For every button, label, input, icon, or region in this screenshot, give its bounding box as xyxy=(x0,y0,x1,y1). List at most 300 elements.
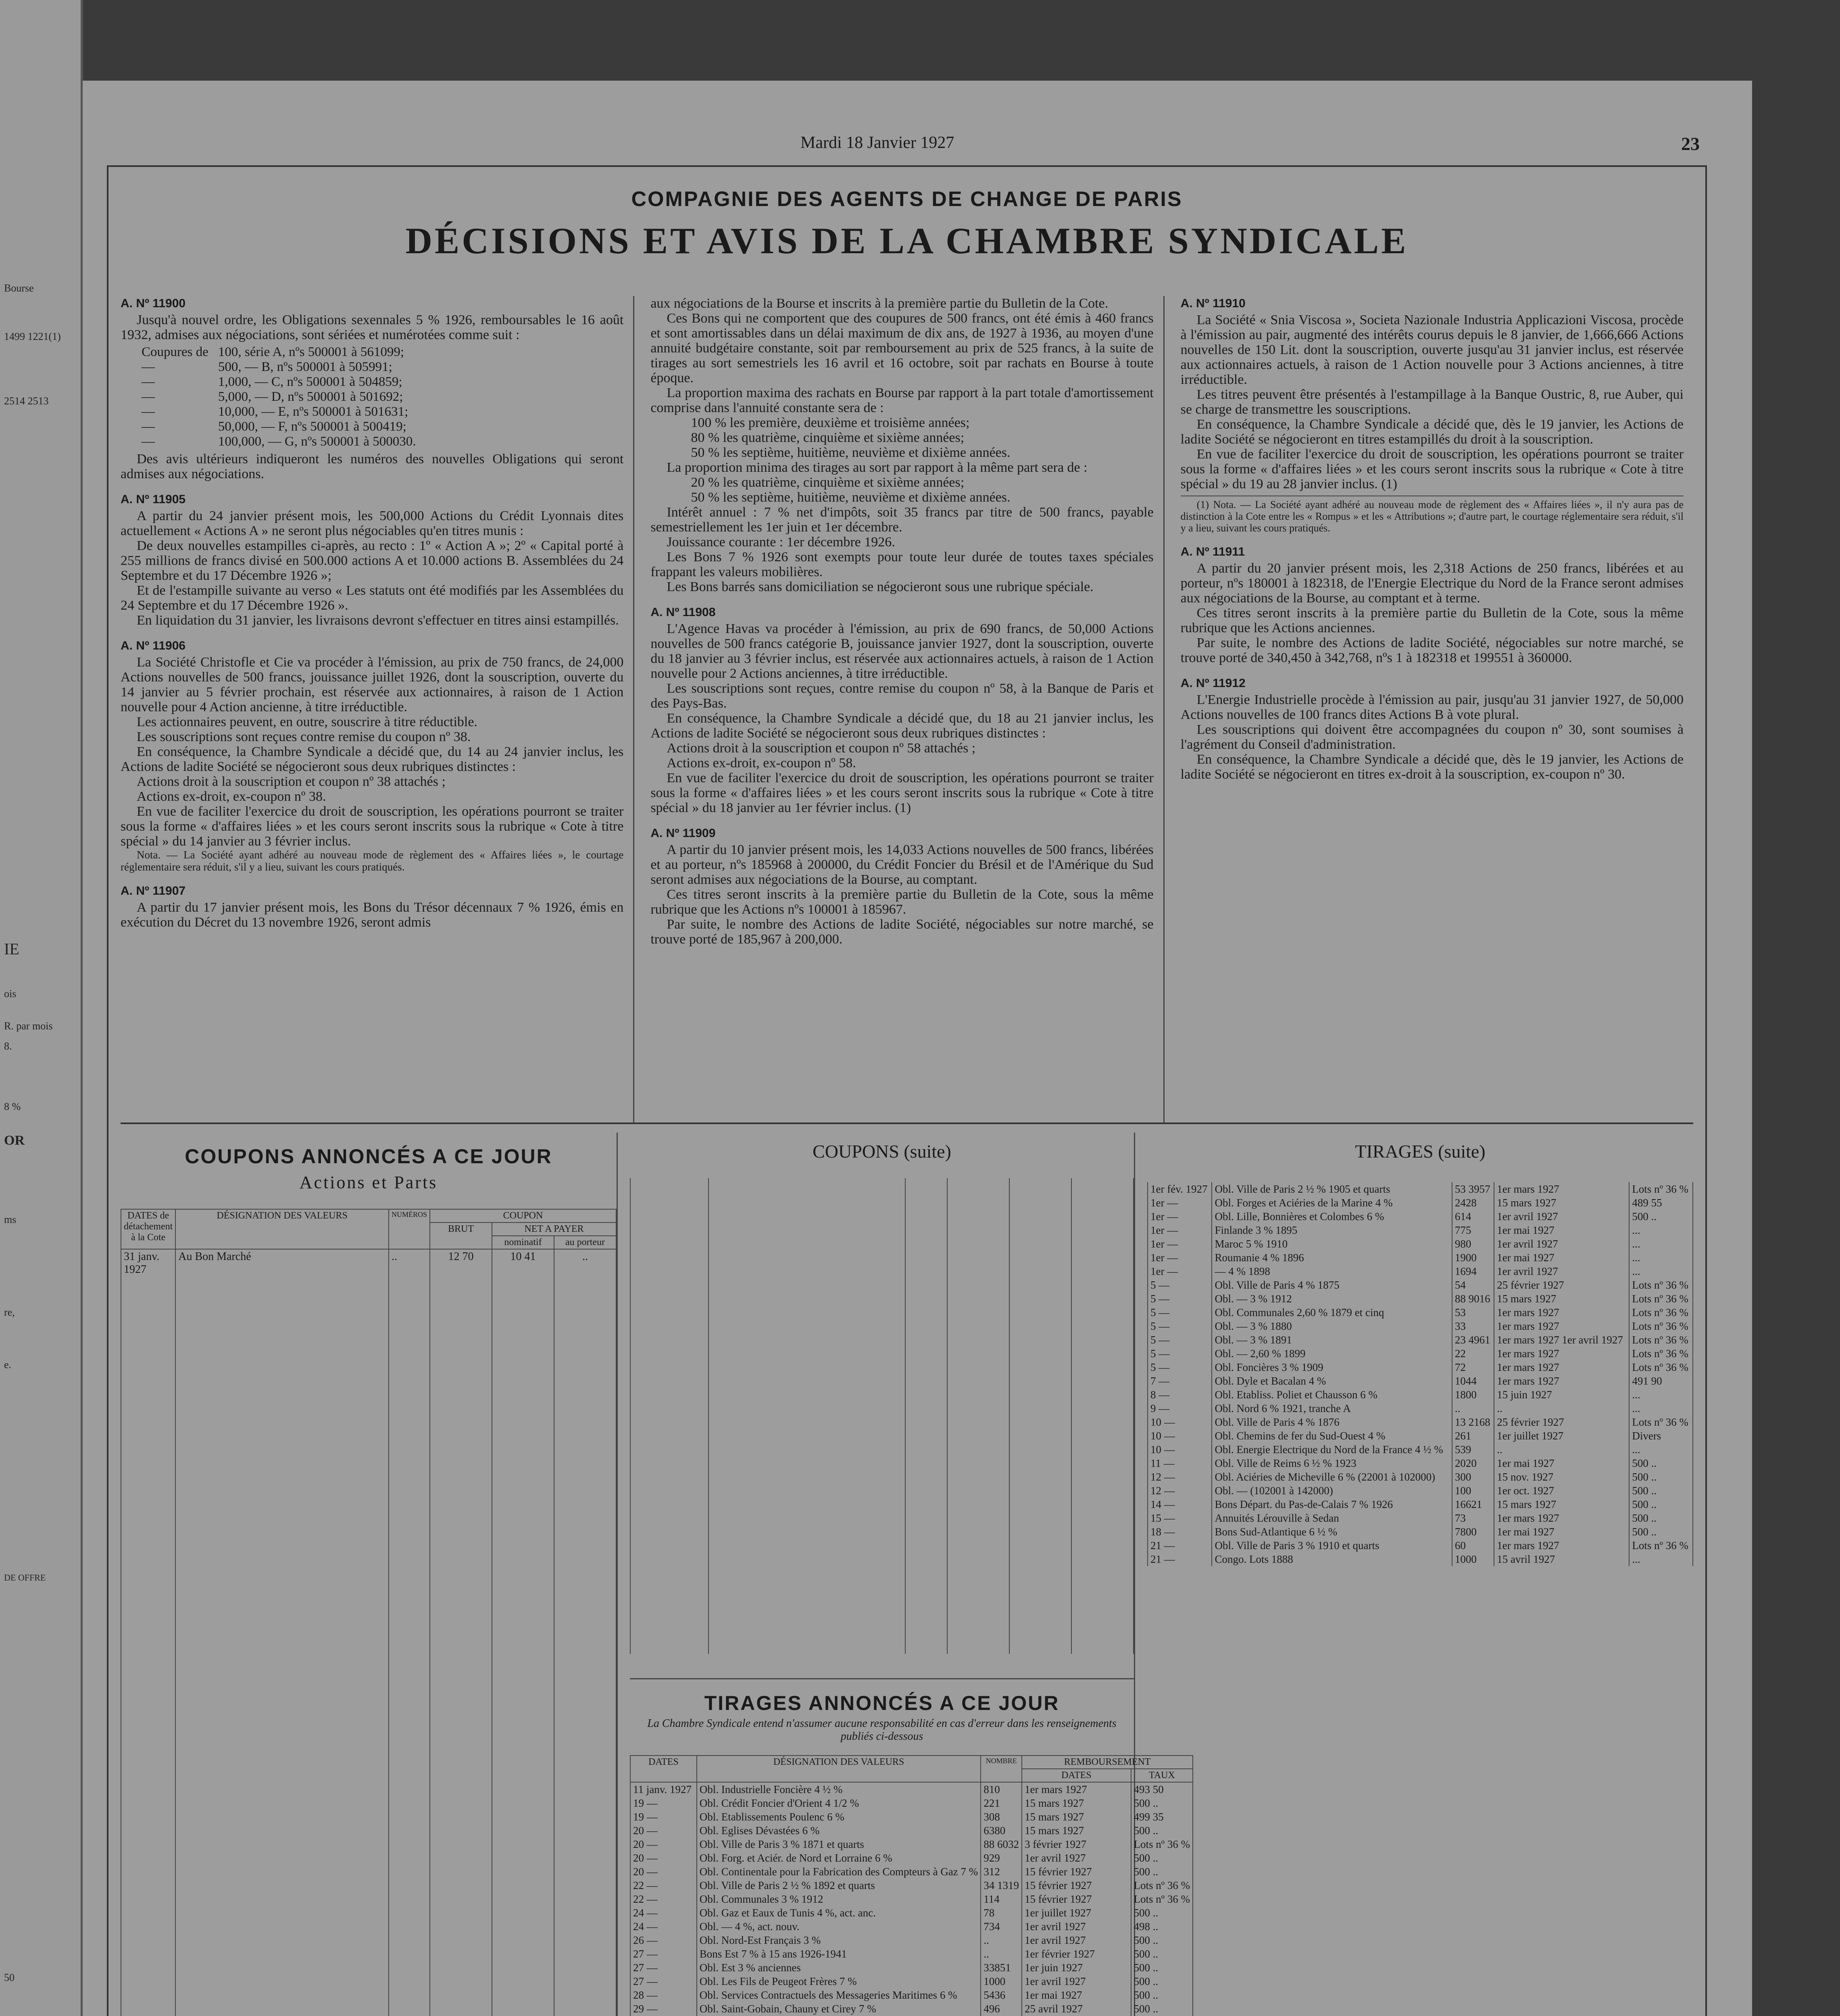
notice-paragraph: Par suite, le nombre des Actions de ladite Société, négociables sur notre marché, se trouve porté de 340,450 à 342,768, nºs 1 à 182318 et 199551 à 360000. xyxy=(1180,635,1684,665)
cell-remb-date: 1er mars 1927 1er avril 1927 xyxy=(1494,1333,1629,1347)
table-row xyxy=(1148,1347,1693,1360)
cell-remb-date: 1er avril 1927 xyxy=(1022,1974,1131,1988)
notice-paragraph: Les Bons barrés sans domiciliation se négocieront sous une rubrique spéciale. xyxy=(667,579,1094,594)
cell-series: 100, série A, nºs 500001 à 561099; xyxy=(218,345,404,359)
cell-taux: ... xyxy=(1629,1443,1693,1456)
cell-nombre: 1044 xyxy=(1452,1374,1494,1388)
notice-paragraph: Jusqu'à nouvel ordre, les Obligations sexennales 5 % 1926, remboursables le 16 août 1932, admises aux négociations, sont sériées et numérotées comme suit : xyxy=(121,312,624,342)
cell-porteur: .. xyxy=(554,1249,616,1277)
notice-number: A. Nº 11907 xyxy=(121,884,186,898)
table-row xyxy=(1148,1429,1693,1443)
cell-taux: ... xyxy=(1629,1251,1693,1264)
cell-remb-date: 1er juin 1927 xyxy=(1022,1961,1131,1974)
adjacent-page-strip xyxy=(0,0,83,2016)
strip-text: IE xyxy=(4,940,19,958)
cell-date: 20 — xyxy=(630,1865,697,1879)
cell-remb-date: 1er avril 1927 xyxy=(1022,1933,1131,1947)
cell-nombre: 261 xyxy=(1452,1429,1494,1443)
cell-taux: 500 .. xyxy=(1131,1824,1193,1837)
cell-remb-date: 15 avril 1927 xyxy=(1494,1552,1629,1566)
cell-taux: Lots nº 36 % xyxy=(1629,1306,1693,1319)
cell-taux: Lots nº 36 % xyxy=(1629,1278,1693,1292)
cell-denomination: — xyxy=(142,389,155,404)
table-row xyxy=(1148,1443,1693,1456)
cell-designation: Obl. — 3 % 1912 xyxy=(1212,1292,1452,1306)
cell-designation: Roumanie 4 % 1896 xyxy=(1212,1251,1452,1264)
cell-designation: Obl. Communales 3 % 1912 xyxy=(697,1892,981,1906)
cell-remb-date: 1er mai 1927 xyxy=(1494,1251,1629,1264)
cell-nombre: .. xyxy=(981,1933,1022,1947)
notice-paragraph: A partir du 10 janvier présent mois, les 14,033 Actions nouvelles de 500 francs, libérées et au porteur, nºs 185968 à 200000, du Crédit Foncier du Brésil et de l'Amérique du Sud seront admises aux négociations de la Bourse, au comptant. xyxy=(650,842,1154,887)
cell-date: 27 — xyxy=(630,1961,697,1974)
cell-designation: Obl. Nord 6 % 1921, tranche A xyxy=(1212,1402,1452,1415)
strip-text: DE OFFRE xyxy=(4,1572,46,1583)
cell-nombre: 308 xyxy=(981,1810,1022,1824)
cell-date: 12 — xyxy=(1148,1470,1212,1484)
cell-remb-date: 15 mars 1927 xyxy=(1022,1824,1131,1837)
cell-remb-date: 15 mars 1927 xyxy=(1494,1196,1629,1210)
notice-paragraph: Actions droit à la souscription et coupon nº 58 attachés ; xyxy=(667,741,976,756)
tirages-suite-table xyxy=(1147,1182,1693,1566)
cell-taux: 500 .. xyxy=(1131,1961,1193,1974)
cell-date: 14 — xyxy=(1148,1497,1212,1511)
cell-taux: Lots nº 36 % xyxy=(1629,1360,1693,1374)
cell-date: 5 — xyxy=(1148,1278,1212,1292)
table-row xyxy=(630,1865,1193,1879)
cell-remb-date: 3 février 1927 xyxy=(1022,1837,1131,1851)
cell-designation: Obl. Gaz et Eaux de Tunis 4 %, act. anc. xyxy=(697,1906,981,1920)
table-row xyxy=(1148,1374,1693,1388)
strip-text: 1499 1221(1) xyxy=(4,331,61,342)
cell-remb-date: 15 mars 1927 xyxy=(1494,1292,1629,1306)
cell-nombre: 496 xyxy=(981,2002,1022,2016)
strip-text: ois xyxy=(4,988,17,1000)
cell-taux: 491 90 xyxy=(1629,1374,1693,1388)
notice-paragraph: En conséquence, la Chambre Syndicale a décidé que, du 14 au 24 janvier inclus, les Actions de ladite Société se négocieront sous deux rubriques distinctes : xyxy=(121,744,624,774)
notice-paragraph: 50 % les septième, huitième, neuvième et dixième années. xyxy=(691,445,1011,460)
cell-designation: Obl. Eglises Dévastées 6 % xyxy=(697,1824,981,1837)
notice-paragraph: En liquidation du 31 janvier, les livraisons devront s'effectuer en titres ainsi estampillés. xyxy=(137,613,619,628)
cell-date: 1er — xyxy=(1148,1237,1212,1251)
cell-taux: Lots nº 36 % xyxy=(1131,1892,1193,1906)
table-row xyxy=(630,2002,1193,2016)
notice-paragraph: A partir du 20 janvier présent mois, les 2,318 Actions de 250 francs, libérées et au porteur, nºs 180001 à 182318, de l'Energie Electrique du Nord de la France seront admises aux négociations de la Bourse, au comptant et à terme. xyxy=(1180,561,1684,606)
cell-remb-date: 1er mars 1927 xyxy=(1494,1306,1629,1319)
cell-date: 21 — xyxy=(1148,1539,1212,1552)
notice-number: A. Nº 11906 xyxy=(121,639,186,652)
col-header: DATES xyxy=(1022,1769,1131,1782)
table-row xyxy=(1148,1223,1693,1237)
cell-date: 5 — xyxy=(1148,1306,1212,1319)
cell-designation: Obl. Ville de Paris 3 % 1910 et quarts xyxy=(1212,1539,1452,1552)
cell-designation: Obl. Les Fils de Peugeot Frères 7 % xyxy=(697,1974,981,1988)
cell-numero: .. xyxy=(389,1249,430,1277)
table-row xyxy=(1148,1251,1693,1264)
notice-paragraph: L'Agence Havas va procéder à l'émission, au prix de 690 francs, de 50,000 Actions nouvelles de 500 francs catégorie B, jouissance janvier 1927, dont la souscription, ouverte du 18 janvier au 3 février inclus, est réservée aux actionnaires actuels, à raison de 1 Action nouvelle pour 2 Actions anciennes, à titre irréductible. xyxy=(650,621,1154,681)
notice-note: (1) Nota. — La Société ayant adhéré au nouveau mode de règlement des « Affaires liées », il n'y aura pas de distinction à la Cote entre les « Rompus » et les « Attributions »; d'autre part, le courtage réglementaire sera réduit, s'il y a lieu, suivant les cours pratiqués. xyxy=(1181,496,1684,534)
table-row xyxy=(1148,1525,1693,1539)
cell-date: 5 — xyxy=(1148,1292,1212,1306)
notice-paragraph: Des avis ultérieurs indiqueront les numéros des nouvelles Obligations qui seront admises aux négociations. xyxy=(121,452,624,481)
notice xyxy=(121,296,623,481)
cell-nombre: 734 xyxy=(981,1920,1022,1933)
cell-remb-date: 1er mai 1927 xyxy=(1494,1223,1629,1237)
cell-date: 24 — xyxy=(630,1920,697,1933)
cell-taux: 500 .. xyxy=(1131,1851,1193,1865)
cell-date: 20 — xyxy=(630,1851,697,1865)
table-row xyxy=(137,419,421,434)
cell-denomination: — xyxy=(142,404,155,419)
coupons-section xyxy=(121,1133,618,2016)
cell-series: 5,000, — D, nºs 500001 à 501692; xyxy=(218,389,403,404)
cell-nombre: 73 xyxy=(1452,1511,1494,1525)
notice-number: A. Nº 11910 xyxy=(1180,297,1246,310)
table-row xyxy=(1148,1539,1693,1552)
cell-nombre: 88 6032 xyxy=(981,1837,1022,1851)
cell-date: 9 — xyxy=(1148,1402,1212,1415)
cell-nombre: 1694 xyxy=(1452,1264,1494,1278)
cell-taux: 500 .. xyxy=(1131,1796,1193,1810)
col-header: au porteur xyxy=(554,1236,616,1249)
cell-designation: Maroc 5 % 1910 xyxy=(1212,1237,1452,1251)
newspaper-page xyxy=(83,81,1752,2016)
series-table xyxy=(137,345,421,449)
cell-date: 18 — xyxy=(1148,1525,1212,1539)
cell-taux: ... xyxy=(1629,1223,1693,1237)
table-row xyxy=(1148,1470,1693,1484)
table-row xyxy=(630,1920,1193,1933)
cell-designation: Obl. — 4 %, act. nouv. xyxy=(697,1920,981,1933)
cell-designation: Obl. Foncières 3 % 1909 xyxy=(1212,1360,1452,1374)
strip-text: 50 xyxy=(4,1972,15,1983)
col-header: NUMÉROS xyxy=(389,1209,430,1249)
cell-date: 27 — xyxy=(630,1947,697,1961)
notice-paragraph: Ces Bons qui ne comportent que des coupures de 500 francs, ont été émis à 460 francs et sont amortissables dans un délai maximum de dix ans, de 1927 à 1936, au moyen d'une annuité budgétaire constante, soit par remboursement au prix de 525 francs, à la suite de tirages au sort semestriels les 16 avril et 16 octobre, soit par rachats en Bourse à toute époque. xyxy=(650,311,1154,385)
notice-paragraph: 50 % les septième, huitième, neuvième et dixième années. xyxy=(691,490,1011,505)
cell-nombre: 312 xyxy=(981,1865,1022,1879)
cell-designation: Obl. Aciéries de Micheville 6 % (22001 à 102000) xyxy=(1212,1470,1452,1484)
table-row xyxy=(630,1782,1193,1796)
cell-remb-date: 1er mars 1927 xyxy=(1022,1782,1131,1796)
cell-date: 20 — xyxy=(630,1824,697,1837)
table-row xyxy=(121,1249,616,1277)
tirages-suite-section xyxy=(1147,1133,1693,2016)
col-header: nominatif xyxy=(492,1236,554,1249)
cell-date: 10 — xyxy=(1148,1429,1212,1443)
notice-paragraph: Les actionnaires peuvent, en outre, souscrire à titre réductible. xyxy=(137,714,477,729)
table-row xyxy=(1148,1196,1693,1210)
cell-date: 28 — xyxy=(630,1988,697,2002)
col-header: BRUT xyxy=(430,1223,492,1249)
cell-nombre: 22 xyxy=(1452,1347,1494,1360)
cell-designation: Obl. Est 3 % anciennes xyxy=(697,1961,981,1974)
cell-date: 1er — xyxy=(1148,1251,1212,1264)
cell-remb-date: 1er mars 1927 xyxy=(1494,1374,1629,1388)
cell-taux: ... xyxy=(1629,1402,1693,1415)
notice-paragraph: De deux nouvelles estampilles ci-après, au recto : 1º « Action A »; 2º « Capital porté à 255 millions de francs divisé en 500.000 actions A et 10.000 actions B. Assemblées du 24 Septembre et du 17 Décembre 1926 »; xyxy=(121,538,624,583)
cell-remb-date: 1er juillet 1927 xyxy=(1022,1906,1131,1920)
table-row xyxy=(630,1837,1193,1851)
notice-paragraph: La proportion maxima des rachats en Bourse par rapport à la part totale d'amortissement comprise dans l'annuité constante sera de : xyxy=(650,385,1154,415)
col-header: NET A PAYER xyxy=(492,1223,616,1236)
notice xyxy=(1181,296,1684,534)
cell-nombre: 33 xyxy=(1452,1319,1494,1333)
notice xyxy=(650,826,1153,947)
cell-date: 1er — xyxy=(1148,1264,1212,1278)
notice-paragraph: Actions ex-droit, ex-coupon nº 38. xyxy=(137,789,326,804)
table-row xyxy=(630,1988,1193,2002)
page-number: 23 xyxy=(1681,133,1700,154)
cell-nombre: 53 3957 xyxy=(1452,1182,1494,1196)
cell-date: 7 — xyxy=(1148,1374,1212,1388)
cell-denomination: — xyxy=(142,360,155,374)
cell-taux: Lots nº 36 % xyxy=(1629,1415,1693,1429)
notice-paragraph: Les souscriptions qui doivent être accompagnées du coupon nº 30, sont soumises à l'agrément du Conseil d'administration. xyxy=(1180,722,1684,752)
cell-remb-date: 15 février 1927 xyxy=(1022,1892,1131,1906)
cell-designation: Obl. Forges et Aciéries de la Marine 4 % xyxy=(1212,1196,1452,1210)
cell-remb-date: 1er avril 1927 xyxy=(1022,1920,1131,1933)
page-date: Mardi 18 Janvier 1927 xyxy=(800,133,954,152)
notice-paragraph: Les titres peuvent être présentés à l'estampillage à la Banque Oustric, 8, rue Auber, qui se charge de transmettre les souscriptions. xyxy=(1180,387,1684,417)
cell-remb-date: 1er mai 1927 xyxy=(1022,1988,1131,2002)
tirages-suite-title: TIRAGES (suite) xyxy=(1355,1141,1486,1162)
cell-designation: Finlande 3 % 1895 xyxy=(1212,1223,1452,1237)
notices-column-1 xyxy=(121,296,634,1123)
cell-nombre: 6380 xyxy=(981,1824,1022,1837)
cell-designation: Obl. Ville de Paris 4 % 1876 xyxy=(1212,1415,1452,1429)
notice-number: A. Nº 11905 xyxy=(121,493,186,506)
col-header: DATES de détachement à la Cote xyxy=(121,1209,175,1249)
cell-denomination: — xyxy=(142,375,155,389)
cell-nombre: 54 xyxy=(1452,1278,1494,1292)
table-row xyxy=(137,360,421,375)
notices-column-3 xyxy=(1181,296,1693,1123)
table-row xyxy=(1148,1360,1693,1374)
cell-taux: 499 35 xyxy=(1131,1810,1193,1824)
cell-designation: Obl. Chemins de fer du Sud-Ouest 4 % xyxy=(1212,1429,1452,1443)
cell-date: 8 — xyxy=(1148,1388,1212,1402)
cell-date: 12 — xyxy=(1148,1484,1212,1497)
cell-designation: Bons Sud-Atlantique 6 ½ % xyxy=(1212,1525,1452,1539)
cell-taux: 500 .. xyxy=(1131,1988,1193,2002)
notice-paragraph: Actions droit à la souscription et coupon nº 38 attachés ; xyxy=(137,774,446,789)
table-row xyxy=(1148,1306,1693,1319)
notice-paragraph: Les souscriptions sont reçues, contre remise du coupon nº 58, à la Banque de Paris et des Pays-Bas. xyxy=(650,681,1154,711)
cell-remb-date: 1er mars 1927 xyxy=(1494,1360,1629,1374)
cell-designation: Obl. — 2,60 % 1899 xyxy=(1212,1347,1452,1360)
table-row xyxy=(1148,1182,1693,1196)
cell-designation: Obl. Etabliss. Poliet et Chausson 6 % xyxy=(1212,1388,1452,1402)
cell-nombre: 539 xyxy=(1452,1443,1494,1456)
table-row xyxy=(630,1879,1193,1892)
cell-taux: Lots nº 36 % xyxy=(1629,1319,1693,1333)
table-row xyxy=(1148,1484,1693,1497)
notice-number: A. Nº 11911 xyxy=(1180,545,1245,558)
cell-designation: Obl. Saint-Gobain, Chauny et Cirey 7 % xyxy=(697,2002,981,2016)
tirages-table-wrap xyxy=(630,1755,1190,2016)
cell-taux: 500 .. xyxy=(1629,1210,1693,1223)
notice-paragraph: L'Energie Industrielle procède à l'émission au pair, jusqu'au 31 janvier 1927, de 50,000 Actions nouvelles de 100 francs dites Actions B à vote plural. xyxy=(1180,692,1684,722)
cell-remb-date: 15 février 1927 xyxy=(1022,1879,1131,1892)
cell-remb-date: 1er avril 1927 xyxy=(1494,1237,1629,1251)
table-row xyxy=(630,1961,1193,1974)
notice-paragraph: Jouissance courante : 1er décembre 1926. xyxy=(667,535,895,550)
cell-designation: Obl. Lille, Bonnières et Colombes 6 % xyxy=(1212,1210,1452,1223)
cell-remb-date: 15 mars 1927 xyxy=(1494,1497,1629,1511)
strip-text: OR xyxy=(4,1133,25,1148)
table-row xyxy=(137,434,421,449)
cell-denomination: — xyxy=(142,434,155,449)
cell-designation: Obl. Ville de Paris 2 ½ % 1905 et quarts xyxy=(1212,1182,1452,1196)
cell-taux: ... xyxy=(1629,1237,1693,1251)
cell-nombre: 980 xyxy=(1452,1237,1494,1251)
content-frame xyxy=(107,165,1707,2016)
notice-paragraph: En conséquence, la Chambre Syndicale a décidé que, du 18 au 21 janvier inclus, les Actions de ladite Société se négocieront sous deux rubriques distinctes : xyxy=(650,711,1154,741)
tirages-note: La Chambre Syndicale entend n'assumer aucune responsabilité en cas d'erreur dans les renseignements publiés ci-dessous xyxy=(647,1717,1117,1743)
table-row xyxy=(1148,1278,1693,1292)
cell-date: 24 — xyxy=(630,1906,697,1920)
cell-remb-date: 1er avril 1927 xyxy=(1494,1210,1629,1223)
strip-text: re, xyxy=(4,1306,15,1318)
notices-section xyxy=(121,296,1693,1124)
cell-series: 1,000, — C, nºs 500001 à 504859; xyxy=(218,375,402,389)
tirages-title: TIRAGES ANNONCÉS A CE JOUR xyxy=(704,1692,1060,1714)
page-title: DÉCISIONS ET AVIS DE LA CHAMBRE SYNDICALE xyxy=(405,220,1409,261)
notice xyxy=(121,638,623,873)
cell-remb-date: 15 février 1927 xyxy=(1022,1865,1131,1879)
cell-designation: — 4 % 1898 xyxy=(1212,1264,1452,1278)
cell-taux: ... xyxy=(1629,1264,1693,1278)
strip-text: Bourse xyxy=(4,282,34,294)
cell-taux: Divers xyxy=(1629,1429,1693,1443)
cell-date: 20 — xyxy=(630,1837,697,1851)
cell-nombre: 7800 xyxy=(1452,1525,1494,1539)
cell-nombre: 13 2168 xyxy=(1452,1415,1494,1429)
cell-designation: Obl. Crédit Foncier d'Orient 4 1/2 % xyxy=(697,1796,981,1810)
cell-taux: 500 .. xyxy=(1629,1497,1693,1511)
cell-date: 5 — xyxy=(1148,1333,1212,1347)
notice-number: A. Nº 11912 xyxy=(1180,677,1246,690)
cell-remb-date: .. xyxy=(1494,1443,1629,1456)
table-row xyxy=(137,375,421,389)
cell-nombre: 23 4961 xyxy=(1452,1333,1494,1347)
cell-taux: Lots nº 36 % xyxy=(1131,1879,1193,1892)
notice-paragraph: A partir du 17 janvier présent mois, les Bons du Trésor décennaux 7 % 1926, émis en exécution du Décret du 13 novembre 1926, seront admis xyxy=(121,900,624,930)
cell-designation: Obl. Industrielle Foncière 4 ½ % xyxy=(697,1782,981,1796)
notice-paragraph: 100 % les première, deuxième et troisième années; xyxy=(691,415,970,430)
cell-date: 22 — xyxy=(630,1892,697,1906)
strip-text: 2514 2513 xyxy=(4,395,49,407)
notice-paragraph: Les souscriptions sont reçues contre remise du coupon nº 38. xyxy=(137,729,471,744)
cell-remb-date: 1er février 1927 xyxy=(1022,1947,1131,1961)
cell-taux: Lots nº 36 % xyxy=(1629,1347,1693,1360)
strip-text: e. xyxy=(4,1359,12,1370)
cell-remb-date: 1er avril 1927 xyxy=(1494,1264,1629,1278)
cell-date: 10 — xyxy=(1148,1443,1212,1456)
cell-date: 5 — xyxy=(1148,1360,1212,1374)
cell-designation: Au Bon Marché xyxy=(175,1249,389,1277)
coupons-suite-table xyxy=(630,1178,1134,1654)
coupons-suite-table-wrap xyxy=(630,1178,1134,1654)
cell-designation: Obl. Ville de Paris 4 % 1875 xyxy=(1212,1278,1452,1292)
notice xyxy=(650,296,1153,594)
cell-nombre: 775 xyxy=(1452,1223,1494,1237)
cell-taux: Lots nº 36 % xyxy=(1629,1539,1693,1552)
col-header: DATES xyxy=(630,1756,697,1782)
cell-designation: Obl. Energie Electrique du Nord de la France 4 ½ % xyxy=(1212,1443,1452,1456)
cell-date: 5 — xyxy=(1148,1319,1212,1333)
cell-date: 29 — xyxy=(630,2002,697,2016)
cell-nombre: 33851 xyxy=(981,1961,1022,1974)
table-row xyxy=(1148,1402,1693,1415)
notice-paragraph: En vue de faciliter l'exercice du droit de souscription, les opérations pourront se traiter sous la forme « d'affaires liées » et les cours seront inscrits sous la rubrique « Cote à titre spécial » du 19 au 28 janvier inclus. (1) xyxy=(1180,447,1684,492)
notice-paragraph: aux négociations de la Bourse et inscrits à la première partie du Bulletin de la Cote. xyxy=(650,296,1109,311)
cell-remb-date: 1er mai 1927 xyxy=(1494,1525,1629,1539)
cell-nombre: 114 xyxy=(981,1892,1022,1906)
cell-date: 31 janv. 1927 xyxy=(121,1249,175,1277)
cell-taux: ... xyxy=(1629,1552,1693,1566)
cell-series: 100,000, — G, nºs 500001 à 500030. xyxy=(218,434,416,449)
notice-paragraph: La Société « Snia Viscosa », Societa Nazionale Industria Applicazioni Viscosa, procède à l'émission au pair, augmenté des intérêts courus depuis le 8 janvier, de 1,666,666 Actions nouvelles de 150 Lit. dont la souscription, ouverte jusqu'au 31 janvier inclus, est réservée aux actionnaires actuels, à raison de 1 Action nouvelle pour 3 Actions anciennes, à titre irréductible. xyxy=(1180,312,1684,387)
cell-taux: ... xyxy=(1629,1388,1693,1402)
notice xyxy=(1181,544,1684,665)
table-row xyxy=(137,345,421,360)
notice-paragraph: En vue de faciliter l'exercice du droit de souscription, les opérations pourront se traiter sous la forme « d'affaires liées » et les cours seront inscrits sous la rubrique « Cote à titre spécial » du 18 janvier au 1er février inclus. (1) xyxy=(650,771,1154,815)
cell-denomination: Coupures de xyxy=(142,345,208,359)
cell-remb-date: 25 février 1927 xyxy=(1494,1278,1629,1292)
notice-paragraph: Ces titres seront inscrits à la première partie du Bulletin de la Cote, sous la même rubrique que les Actions nºs 100001 à 185967. xyxy=(650,887,1154,917)
notice-paragraph: Intérêt annuel : 7 % net d'impôts, soit 35 francs par titre de 500 francs, payable semestriellement les 1er juin et 1er décembre. xyxy=(650,505,1154,535)
cell-taux: 500 .. xyxy=(1131,1933,1193,1947)
notice xyxy=(650,605,1153,815)
cell-remb-date: 1er mars 1927 xyxy=(1494,1539,1629,1552)
cell-remb-date: 15 juin 1927 xyxy=(1494,1388,1629,1402)
tirages-suite-table-wrap xyxy=(1147,1182,1693,1566)
strip-text: 8 % xyxy=(4,1101,21,1112)
cell-remb-date: 1er mars 1927 xyxy=(1494,1182,1629,1196)
cell-brut: 12 70 xyxy=(430,1249,492,1277)
cell-nombre: 1900 xyxy=(1452,1251,1494,1264)
notice-paragraph: La proportion minima des tirages au sort par rapport à la même part sera de : xyxy=(667,460,1088,475)
cell-nombre: 929 xyxy=(981,1851,1022,1865)
cell-remb-date: 15 mars 1927 xyxy=(1022,1796,1131,1810)
empty-row xyxy=(121,1277,616,2016)
coupons-subtitle: Actions et Parts xyxy=(299,1173,438,1192)
notice-paragraph: Et de l'estampille suivante au verso « Les statuts ont été modifiés par les Assemblées du 24 Septembre et du 17 Décembre 1926 ». xyxy=(121,583,624,613)
cell-designation: Obl. Dyle et Bacalan 4 % xyxy=(1212,1374,1452,1388)
col-header: REMBOURSEMENT xyxy=(1022,1756,1193,1769)
cell-date: 26 — xyxy=(630,1933,697,1947)
table-row xyxy=(1148,1264,1693,1278)
cell-taux: 498 .. xyxy=(1131,1920,1193,1933)
cell-remb-date: 25 avril 1927 xyxy=(1022,2002,1131,2016)
notices-column-2 xyxy=(650,296,1164,1123)
cell-date: 1er fév. 1927 xyxy=(1148,1182,1212,1196)
strip-text: 8. xyxy=(4,1040,12,1052)
cell-date: 11 — xyxy=(1148,1456,1212,1470)
cell-taux: Lots nº 36 % xyxy=(1629,1182,1693,1196)
table-row xyxy=(630,1810,1193,1824)
cell-taux: Lots nº 36 % xyxy=(1629,1292,1693,1306)
cell-nominatif: 10 41 xyxy=(492,1249,554,1277)
cell-date: 1er — xyxy=(1148,1223,1212,1237)
cell-nombre: 16621 xyxy=(1452,1497,1494,1511)
cell-nombre: 88 9016 xyxy=(1452,1292,1494,1306)
notice-paragraph: 20 % les quatrième, cinquième et sixième années; xyxy=(691,475,965,490)
cell-nombre: 1000 xyxy=(1452,1552,1494,1566)
cell-designation: Bons Est 7 % à 15 ans 1926-1941 xyxy=(697,1947,981,1961)
cell-taux: 489 55 xyxy=(1629,1196,1693,1210)
